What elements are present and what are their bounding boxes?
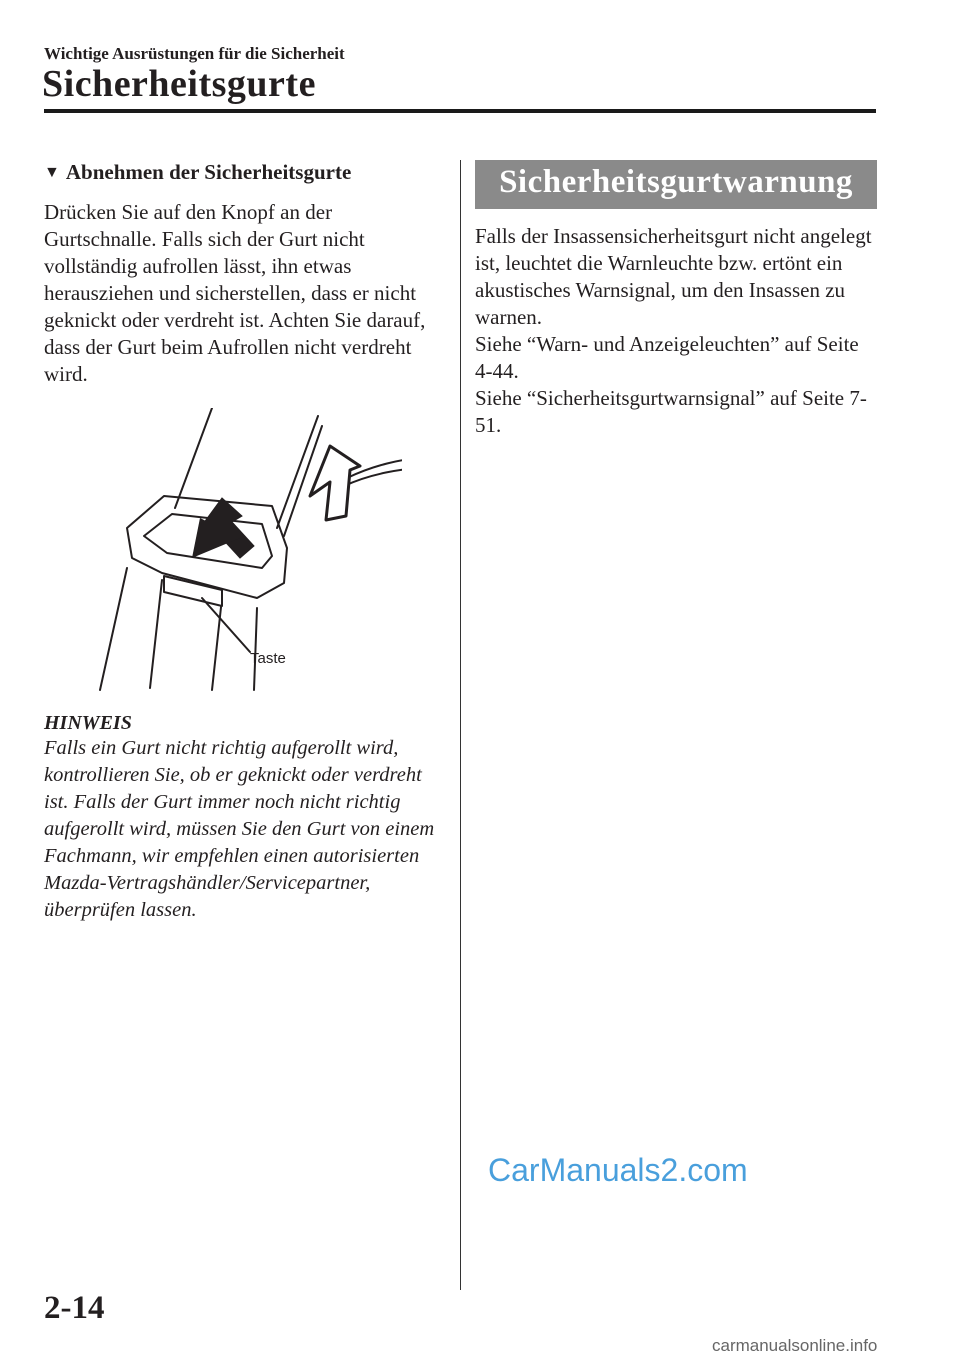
note-heading: HINWEIS: [44, 712, 132, 734]
page-number: 2-14: [44, 1290, 105, 1326]
site-footer: carmanualsonline.info: [712, 1336, 878, 1355]
reference-warning-lights: Siehe “Warn- und Anzeigeleuchten” auf Seite 4-44.: [475, 332, 859, 383]
section-kicker: Wichtige Ausrüstungen für die Sicherheit: [44, 44, 345, 63]
warning-paragraph: Falls der Insassensicherheitsgurt nicht angelegt ist, leuchtet die Warnleuchte bzw. ertönt ein akustisches Warnsignal, um den Insassen zu warnen.: [475, 224, 872, 329]
reference-warning-signal: Siehe “Sicherheitsgurtwarnsignal” auf Seite 7-51.: [475, 386, 867, 437]
watermark-logo: CarManuals2.com: [488, 1152, 748, 1188]
subheading: [44, 160, 444, 185]
left-column: [44, 160, 444, 924]
figure-label: Taste: [250, 650, 286, 667]
triangle-icon: ▼: [44, 163, 60, 181]
subheading-text: Abnehmen der Sicherheitsgurte: [65, 160, 352, 184]
right-column: [475, 160, 877, 439]
section-banner: Sicherheitsgurtwarnung: [475, 160, 877, 209]
note-text: Falls ein Gurt nicht richtig aufgerollt wird, kontrollieren Sie, ob er geknickt oder verdreht ist. Falls der Gurt immer noch nicht richtig aufgerollt wird, müssen Sie den Gurt von einem Fachmann, wir empfehlen einen autorisierten Mazda-Vertragshändler/Servicepartner, überprüfen lassen.: [44, 737, 435, 921]
title-rule: [44, 109, 876, 113]
instruction-text: Drücken Sie auf den Knopf an der Gurtschnalle. Falls sich der Gurt nicht vollständig aufrollen lässt, ihn etwas herausziehen und sicherstellen, dass er nicht geknickt oder verdreht ist. Achten Sie darauf, dass der Gurt beim Aufrollen nicht verdreht wird.: [44, 200, 426, 386]
column-divider: [460, 160, 461, 1290]
buckle-illustration: [72, 408, 402, 698]
page-title: Sicherheitsgurte: [42, 63, 316, 105]
